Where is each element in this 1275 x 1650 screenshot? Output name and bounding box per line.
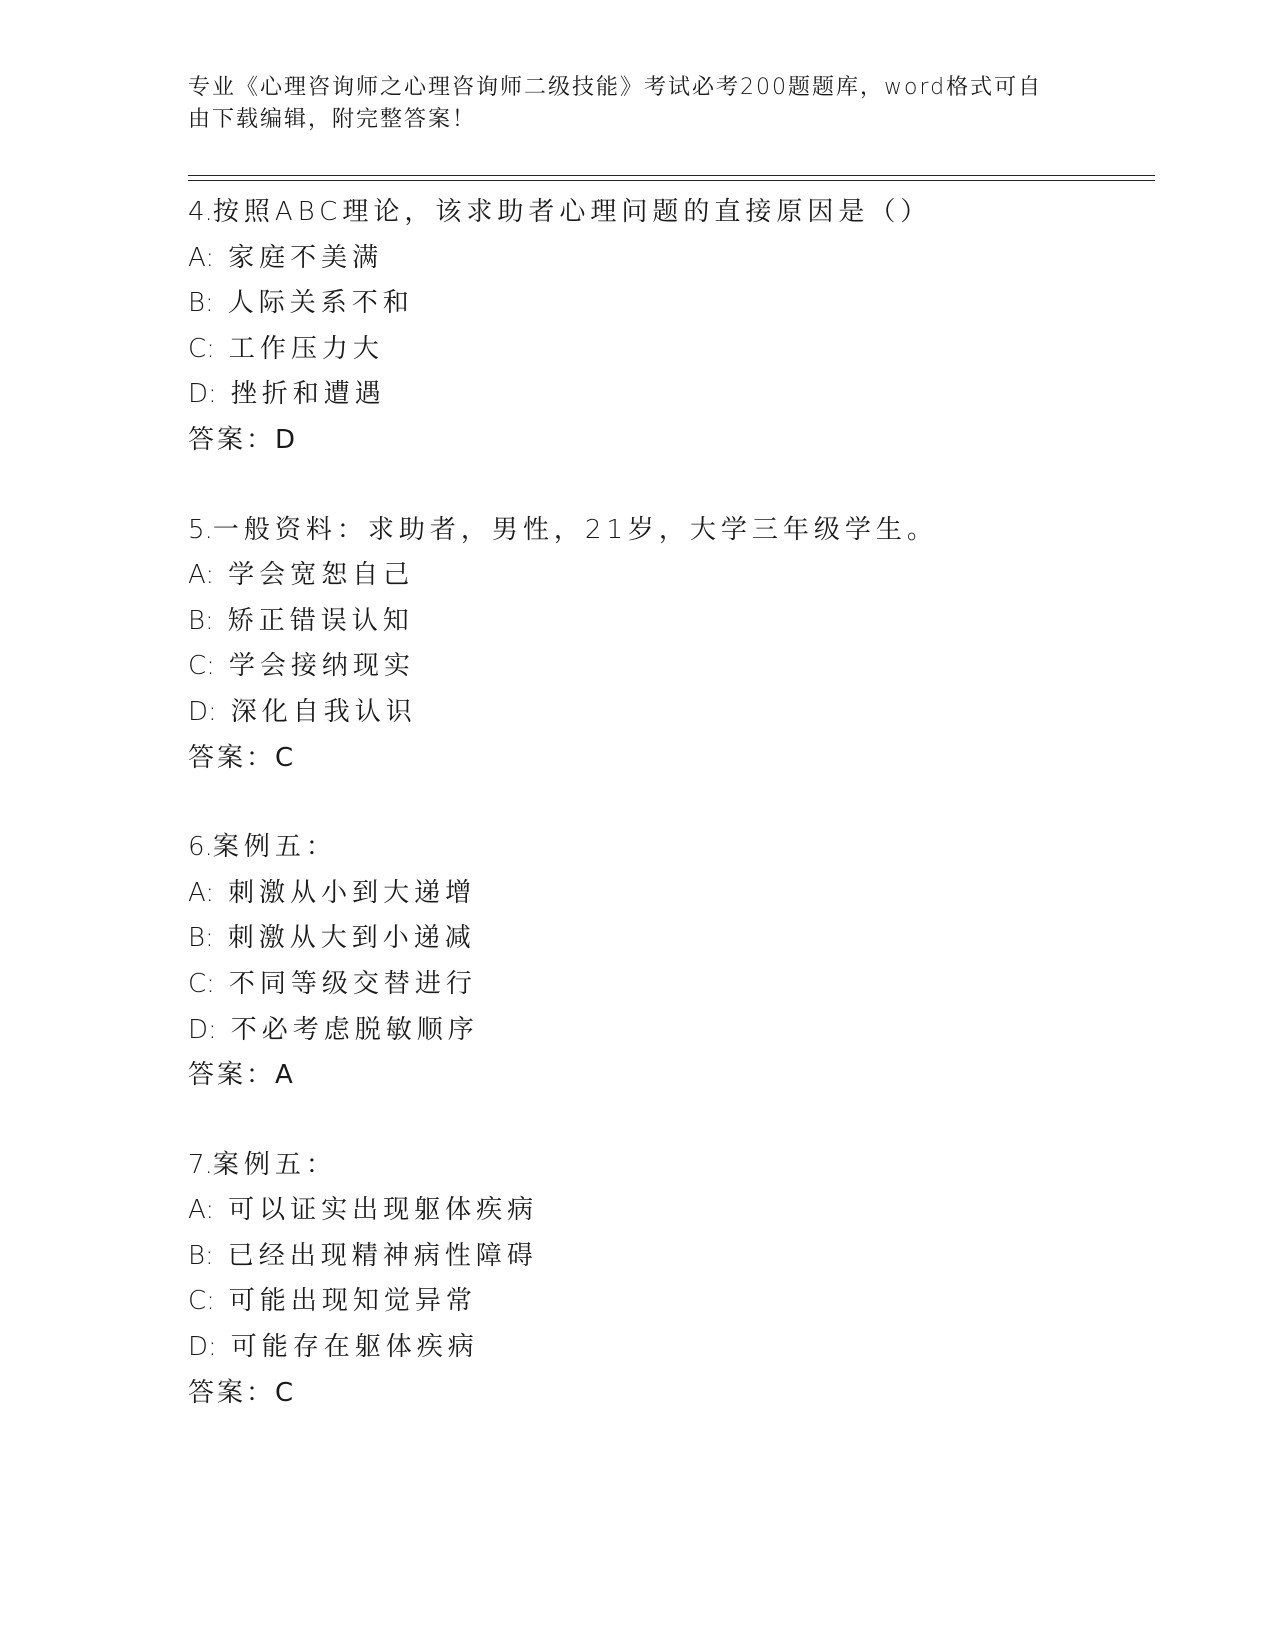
- option-b: [188, 916, 1148, 962]
- answer-line: 答案：A: [188, 1060, 296, 1091]
- answer-line: 答案：C: [188, 742, 297, 773]
- question-list: [188, 190, 1148, 1460]
- option-letter: D:: [188, 379, 217, 410]
- question-7: [188, 1143, 1148, 1417]
- option-b: [188, 599, 1148, 645]
- option-a: [188, 553, 1148, 599]
- option-text: 深化自我认识: [230, 696, 417, 727]
- option-letter: A:: [188, 1195, 215, 1226]
- answer-line: 答案：C: [188, 1377, 297, 1408]
- option-letter: C:: [188, 968, 215, 999]
- option-text: 家庭不美满: [228, 242, 384, 273]
- question-number: 6.: [188, 832, 213, 863]
- option-letter: B:: [188, 605, 214, 636]
- option-text: 矫正错误认知: [227, 605, 414, 636]
- option-letter: B:: [188, 288, 214, 319]
- question-number: 4.: [188, 197, 213, 227]
- header-divider-bottom: [188, 180, 1155, 181]
- option-c: [188, 1279, 1148, 1325]
- question-text: 按照ABC理论，该求助者心理问题的直接原因是（）: [212, 197, 932, 227]
- question-number: 7.: [188, 1149, 213, 1180]
- header-divider-top: [188, 175, 1155, 176]
- option-c: [188, 644, 1148, 690]
- option-d: [188, 1325, 1148, 1371]
- option-text: 已经出现精神病性障碍: [227, 1240, 538, 1271]
- option-c: [188, 327, 1148, 373]
- header-line-1: 专业《心理咨询师之心理咨询师二级技能》考试必考200题题库，word格式可自: [188, 75, 1043, 100]
- option-text: 可以证实出现躯体疾病: [228, 1195, 539, 1226]
- option-a: [188, 236, 1148, 282]
- option-letter: D:: [188, 1332, 217, 1363]
- option-b: [188, 1234, 1148, 1280]
- option-text: 人际关系不和: [227, 288, 414, 319]
- option-a: [188, 1188, 1148, 1234]
- option-text: 学会宽恕自己: [228, 560, 415, 591]
- option-d: [188, 690, 1148, 736]
- option-letter: C:: [188, 651, 215, 682]
- question-6: [188, 825, 1148, 1099]
- option-text: 可能出现知觉异常: [228, 1286, 477, 1317]
- option-letter: C:: [188, 1286, 215, 1317]
- option-text: 工作压力大: [228, 333, 384, 364]
- option-text: 可能存在躯体疾病: [230, 1332, 479, 1363]
- option-d: [188, 1008, 1148, 1054]
- option-text: 挫折和遭遇: [230, 379, 386, 410]
- question-stem: [188, 190, 1148, 236]
- header-line-2: 由下载编辑，附完整答案！: [188, 107, 477, 132]
- option-b: [188, 281, 1148, 327]
- question-text: 案例五：: [212, 832, 337, 863]
- question-number: 5.: [188, 514, 213, 545]
- option-d: [188, 372, 1148, 418]
- option-letter: D:: [188, 1014, 217, 1045]
- option-letter: A:: [188, 560, 215, 591]
- question-stem: [188, 825, 1148, 871]
- option-letter: B:: [188, 923, 214, 954]
- question-4: [188, 190, 1148, 464]
- option-text: 不同等级交替进行: [228, 968, 477, 999]
- option-letter: B:: [188, 1240, 214, 1271]
- question-stem: [188, 1143, 1148, 1189]
- option-a: [188, 871, 1148, 917]
- question-text: 案例五：: [212, 1149, 337, 1180]
- option-c: [188, 962, 1148, 1008]
- question-stem: [188, 508, 1148, 554]
- option-text: 刺激从小到大递增: [228, 877, 477, 908]
- document-header: [188, 72, 1068, 136]
- option-text: 学会接纳现实: [228, 651, 415, 682]
- option-letter: A:: [188, 877, 215, 908]
- option-text: 不必考虑脱敏顺序: [230, 1014, 479, 1045]
- option-letter: A:: [188, 242, 215, 273]
- option-letter: D:: [188, 696, 217, 727]
- answer-line: 答案：D: [188, 424, 299, 455]
- option-text: 刺激从大到小递减: [227, 923, 476, 954]
- option-letter: C:: [188, 333, 215, 364]
- question-5: [188, 508, 1148, 782]
- question-text: 一般资料：求助者，男性，21岁，大学三年级学生。: [212, 514, 938, 545]
